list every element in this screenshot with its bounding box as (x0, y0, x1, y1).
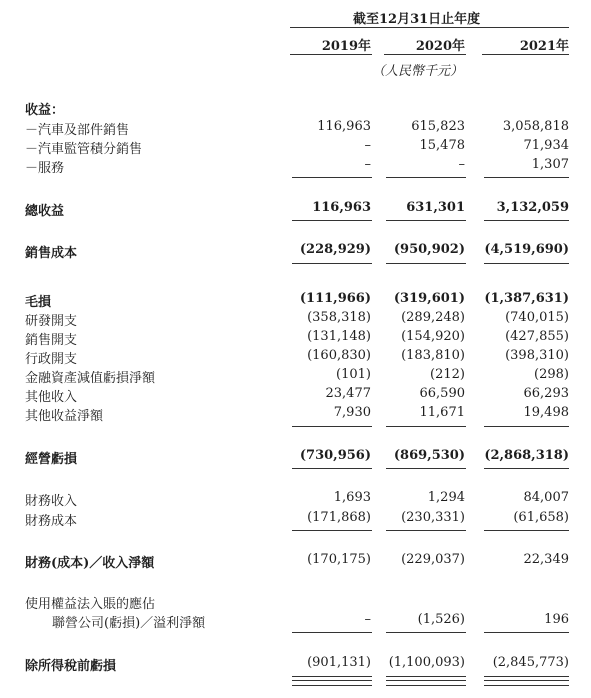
table-row (0, 138, 591, 158)
table-row (0, 448, 591, 468)
table-row (0, 157, 591, 177)
row-label: 銷售開支 (25, 333, 78, 348)
row-label: 財務成本 (25, 514, 78, 529)
year-underline-2021 (482, 54, 569, 55)
cell-2020: (229,037) (401, 552, 465, 567)
row-label: 其他收益淨額 (25, 409, 104, 424)
row-label: 研發開支 (25, 314, 78, 329)
cell-2020: (869,530) (393, 448, 465, 463)
cell-2021: (298) (534, 367, 569, 382)
table-row (0, 490, 591, 510)
cell-2020: (230,331) (401, 510, 465, 525)
cell-2019: (358,318) (307, 310, 371, 325)
cell-2019: – (364, 138, 371, 153)
pretax-double-rule-2020 (386, 680, 466, 686)
table-row (0, 242, 591, 262)
row-label: 財務(成本)／收入淨額 (25, 556, 155, 571)
cell-2019: 7,930 (333, 405, 371, 420)
unit-note: （人民幣千元） (372, 64, 464, 79)
cell-2020: 11,671 (419, 405, 465, 420)
cell-2021: 3,058,818 (502, 119, 569, 134)
finance-rule-2020 (386, 530, 466, 531)
opex-rule-2021 (484, 426, 569, 427)
cell-2019: (131,148) (307, 329, 371, 344)
cell-2021: 71,934 (523, 138, 569, 153)
associate-rule-2020 (386, 632, 466, 633)
cell-2021: 84,007 (523, 490, 569, 505)
cell-2021: 196 (544, 612, 569, 627)
cell-2020: (319,601) (393, 291, 465, 306)
subtotal-rule-2021 (484, 177, 569, 178)
oploss-rule-2020 (386, 468, 466, 469)
cell-2019: – (364, 157, 371, 172)
cell-2021: (4,519,690) (484, 242, 569, 257)
table-row (0, 386, 591, 406)
finance-rule-2019 (292, 530, 372, 531)
associate-rule-2019 (292, 632, 372, 633)
pretax-top-rule-2021 (484, 676, 569, 677)
row-label: 其他收入 (25, 390, 78, 405)
year-underline-2020 (384, 54, 466, 55)
cell-2020: (950,902) (393, 242, 465, 257)
finance-rule-2021 (484, 530, 569, 531)
cost-rule-2019 (292, 263, 372, 264)
table-row (0, 367, 591, 387)
total-rule-2021 (484, 220, 569, 221)
period-underline (290, 27, 569, 28)
table-row (0, 552, 591, 572)
cell-2021: (2,845,773) (492, 655, 569, 670)
cell-2020: 615,823 (411, 119, 465, 134)
table-row (0, 348, 591, 368)
cell-2019: 116,963 (312, 200, 371, 215)
cell-2019: – (364, 612, 371, 627)
cost-rule-2021 (484, 263, 569, 264)
cost-rule-2020 (386, 263, 466, 264)
cell-2021: (61,658) (513, 510, 569, 525)
row-label: 銷售成本 (25, 246, 78, 261)
cell-2021: (398,310) (505, 348, 569, 363)
row-label: 毛損 (25, 295, 52, 310)
year-header-2019: 2019年 (321, 39, 371, 54)
table-row (0, 200, 591, 220)
cell-2020: (154,920) (401, 329, 465, 344)
year-header-2021: 2021年 (519, 39, 569, 54)
cell-2021: 22,349 (523, 552, 569, 567)
table-row (0, 655, 591, 675)
associate-rule-2021 (484, 632, 569, 633)
oploss-rule-2019 (292, 468, 372, 469)
row-label: 使用權益法入賬的應佔 (25, 597, 156, 612)
cell-2019: (901,131) (307, 655, 371, 670)
cell-2019: (160,830) (307, 348, 371, 363)
table-row (0, 119, 591, 139)
cell-2020: (1,526) (417, 612, 465, 627)
cell-2021: 3,132,059 (496, 200, 569, 215)
cell-2021: 19,498 (523, 405, 569, 420)
year-underline-2019 (290, 54, 372, 55)
cell-2019: 23,477 (325, 386, 371, 401)
row-label: －服務 (25, 161, 65, 176)
cell-2021: (1,387,631) (484, 291, 569, 306)
total-rule-2019 (292, 220, 372, 221)
opex-rule-2020 (386, 426, 466, 427)
cell-2021: (2,868,318) (484, 448, 569, 463)
pretax-top-rule-2020 (386, 676, 466, 677)
cell-2021: 66,293 (523, 386, 569, 401)
cell-2020: 15,478 (419, 138, 465, 153)
table-row (0, 329, 591, 349)
oploss-rule-2021 (484, 468, 569, 469)
cell-2021: 1,307 (531, 157, 569, 172)
cell-2020: (183,810) (401, 348, 465, 363)
cell-2020: 631,301 (406, 200, 465, 215)
subtotal-rule-2020 (386, 177, 466, 178)
row-label: 總收益 (25, 204, 65, 219)
row-label: 收益： (25, 103, 65, 118)
table-row (0, 405, 591, 425)
pretax-double-rule-2019 (292, 680, 372, 686)
cell-2019: (111,966) (299, 291, 371, 306)
subtotal-rule-2019 (292, 177, 372, 178)
table-row (0, 99, 591, 119)
cell-2019: (228,929) (299, 242, 371, 257)
row-label: 聯營公司(虧損)／溢利淨額 (52, 616, 206, 631)
table-row (0, 612, 591, 632)
total-rule-2020 (386, 220, 466, 221)
row-label: 金融資產減值虧損淨額 (25, 371, 156, 386)
row-label: 除所得稅前虧損 (25, 659, 117, 674)
row-label: 財務收入 (25, 494, 78, 509)
table-row (0, 291, 591, 311)
cell-2021: (427,855) (505, 329, 569, 344)
cell-2019: 116,963 (317, 119, 371, 134)
cell-2020: 66,590 (419, 386, 465, 401)
table-row (0, 593, 591, 613)
cell-2020: (212) (430, 367, 465, 382)
table-row (0, 310, 591, 330)
pretax-top-rule-2019 (292, 676, 372, 677)
cell-2019: (101) (336, 367, 371, 382)
row-label: －汽車及部件銷售 (25, 123, 130, 138)
cell-2020: 1,294 (427, 490, 465, 505)
cell-2020: (289,248) (401, 310, 465, 325)
cell-2019: (730,956) (299, 448, 371, 463)
cell-2020: (1,100,093) (388, 655, 465, 670)
row-label: 經營虧損 (25, 452, 78, 467)
cell-2020: – (458, 157, 465, 172)
pretax-double-rule-2021 (484, 680, 569, 686)
period-header: 截至12月31日止年度 (353, 12, 481, 27)
opex-rule-2019 (292, 426, 372, 427)
table-row (0, 510, 591, 530)
row-label: －汽車監管積分銷售 (25, 142, 143, 157)
row-label: 行政開支 (25, 352, 78, 367)
year-header-2020: 2020年 (415, 39, 465, 54)
cell-2019: (170,175) (307, 552, 371, 567)
cell-2019: 1,693 (333, 490, 371, 505)
cell-2019: (171,868) (307, 510, 371, 525)
cell-2021: (740,015) (505, 310, 569, 325)
